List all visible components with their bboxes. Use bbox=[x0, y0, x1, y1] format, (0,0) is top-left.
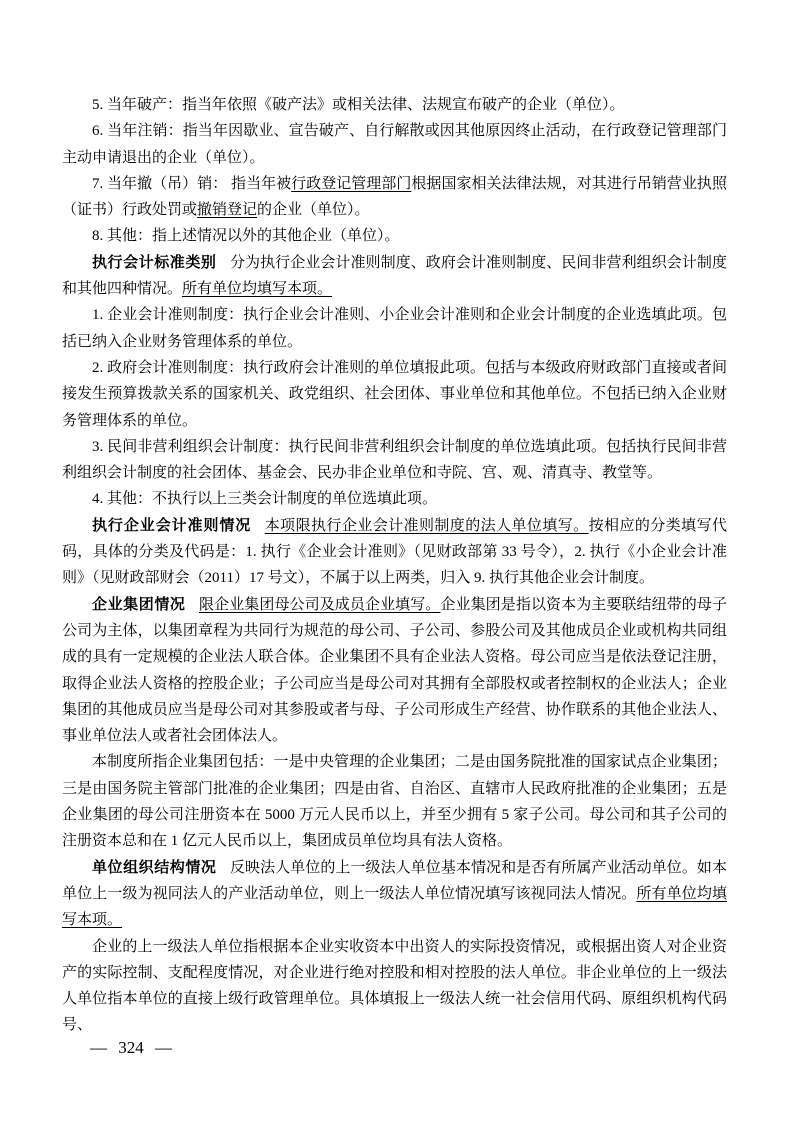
underlined-text: 所有单位均填写本项。 bbox=[182, 281, 333, 298]
org-structure-status bbox=[62, 855, 727, 934]
text-segment: 5. 当年破产：指当年依照《破产法》或相关法律、法规宣布破产的企业（单位）。 bbox=[92, 97, 625, 113]
text-segment: 7. 当年撤（吊）销： 指当年被 bbox=[92, 175, 292, 192]
text-segment: 的企业（单位）。 bbox=[257, 202, 370, 219]
enterprise-accounting-standard-status bbox=[62, 513, 727, 592]
underlined-text: 本项限执行企业会计准则制度的法人单位填写。 bbox=[264, 517, 589, 534]
text-segment: 2. 政府会计准则制度：执行政府会计准则的单位填报此项。包括与本级政府财政部门直接或者间接发生预算拨款关系的国家机关、政党组织、社会团体、事业单位和其他单位。不包括已纳入企业财务管理体系的单位。 bbox=[62, 359, 727, 429]
accounting-standard-category bbox=[62, 250, 727, 303]
text-segment: 企业的上一级法人单位指根据本企业实收资本中出资人的实际投资情况，或根据出资人对企业资产的实际控制、支配程度情况，对企业进行绝对控股和相对控股的法人单位。非企业单位的上一级法人单位指本单位的直接上级行政管理单位。具体填报上一级法人统一社会信用代码、原组织机构代码号、 bbox=[62, 938, 727, 1034]
item-3-npo-accounting-system bbox=[62, 434, 727, 487]
parent-legal-entity-definition bbox=[62, 934, 727, 1039]
document-body bbox=[62, 92, 727, 1039]
text-segment: 根据国家相关法律法规，对其进行吊销营业执照（证书）行政处罚或 bbox=[62, 175, 727, 219]
item-4-other-accounting-system bbox=[62, 486, 727, 512]
text-segment: 分为执行企业会计准则制度、政府会计准则制度、民间非营利组织会计制度和其他四种情况。 bbox=[62, 254, 727, 298]
section-heading: 单位组织结构情况 bbox=[92, 858, 217, 876]
section-heading: 执行企业会计准则情况 bbox=[92, 516, 252, 534]
text-segment: 4. 其他：不执行以上三类会计制度的单位选填此项。 bbox=[92, 491, 438, 508]
text-segment: 本制度所指企业集团包括：一是中央管理的企业集团；二是由国务院批准的国家试点企业集团；三是由国务院主管部门批准的企业集团；四是由省、自治区、直辖市人民政府批准的企业集团；五是企业集团的母公司注册资本在 5000 万元人民币以上，并至少拥有 5 家子公司。母公司和其子公司的注册资本总和在 1 亿元人民币以上，集团成员单位均具有法人资格。 bbox=[62, 754, 727, 850]
text-segment: 1. 企业会计准则制度：执行企业会计准则、小企业会计准则和企业会计制度的企业选填此项。包括已纳入企业财务管理体系的单位。 bbox=[62, 307, 727, 350]
clause-5-bankruptcy bbox=[62, 92, 727, 118]
item-2-government-accounting-system bbox=[62, 355, 727, 434]
underlined-text: 撤销登记 bbox=[197, 202, 258, 219]
text-segment: 按相应的分类填写代码，具体的分类及代码是：1. 执行《企业会计准则》（见财政部第 33 号令），2. 执行《小企业会计准则》（见财政部财会（2011）17 号文），不属于以上两类，归入 9. 执行其他企业会计制度。 bbox=[62, 517, 727, 587]
clause-8-other bbox=[62, 223, 727, 249]
section-heading: 执行会计标准类别 bbox=[92, 253, 217, 271]
underlined-text: 所有单位均填写本项。 bbox=[62, 885, 727, 929]
page-number: — 324 — bbox=[90, 1038, 172, 1057]
enterprise-group-scope bbox=[62, 749, 727, 854]
underlined-text: 行政登记管理部门 bbox=[291, 175, 412, 192]
clause-7-revocation bbox=[62, 171, 727, 224]
enterprise-group-status bbox=[62, 592, 727, 750]
text-segment: 8. 其他：指上述情况以外的其他企业（单位）。 bbox=[92, 228, 400, 245]
clause-6-deregistration bbox=[62, 118, 727, 171]
text-segment: 6. 当年注销：指当年因歇业、宣告破产、自行解散或因其他原因终止活动，在行政登记管理部门主动申请退出的企业（单位）。 bbox=[62, 123, 727, 166]
item-1-enterprise-accounting-system bbox=[62, 302, 727, 355]
section-heading: 企业集团情况 bbox=[92, 595, 186, 613]
text-segment: 企业集团是指以资本为主要联结纽带的母子公司为主体，以集团章程为共同行为规范的母公司、子公司、参股公司及其他成员企业或机构共同组成的具有一定规模的企业法人联合体。企业集团不具有企业法人资格。母公司应当是依法登记注册，取得企业法人资格的控股企业；子公司应当是母公司对其拥有全部股权或者控制权的企业法人；企业集团的其他成员应当是母公司对其参股或者与母、子公司形成生产经营、协作联系的其他企业法人、事业单位法人或者社会团体法人。 bbox=[62, 596, 727, 745]
underlined-text: 限企业集团母公司及成员企业填写。 bbox=[199, 596, 441, 613]
text-segment: 反映法人单位的上一级法人单位基本情况和是否有所属产业活动单位。如本单位上一级为视同法人的产业活动单位，则上一级法人单位情况填写该视同法人情况。 bbox=[62, 859, 727, 902]
text-segment: 3. 民间非营利组织会计制度：执行民间非营利组织会计制度的单位选填此项。包括执行民间非营利组织会计制度的社会团体、基金会、民办非企业单位和寺院、宫、观、清真寺、教堂等。 bbox=[62, 438, 727, 482]
